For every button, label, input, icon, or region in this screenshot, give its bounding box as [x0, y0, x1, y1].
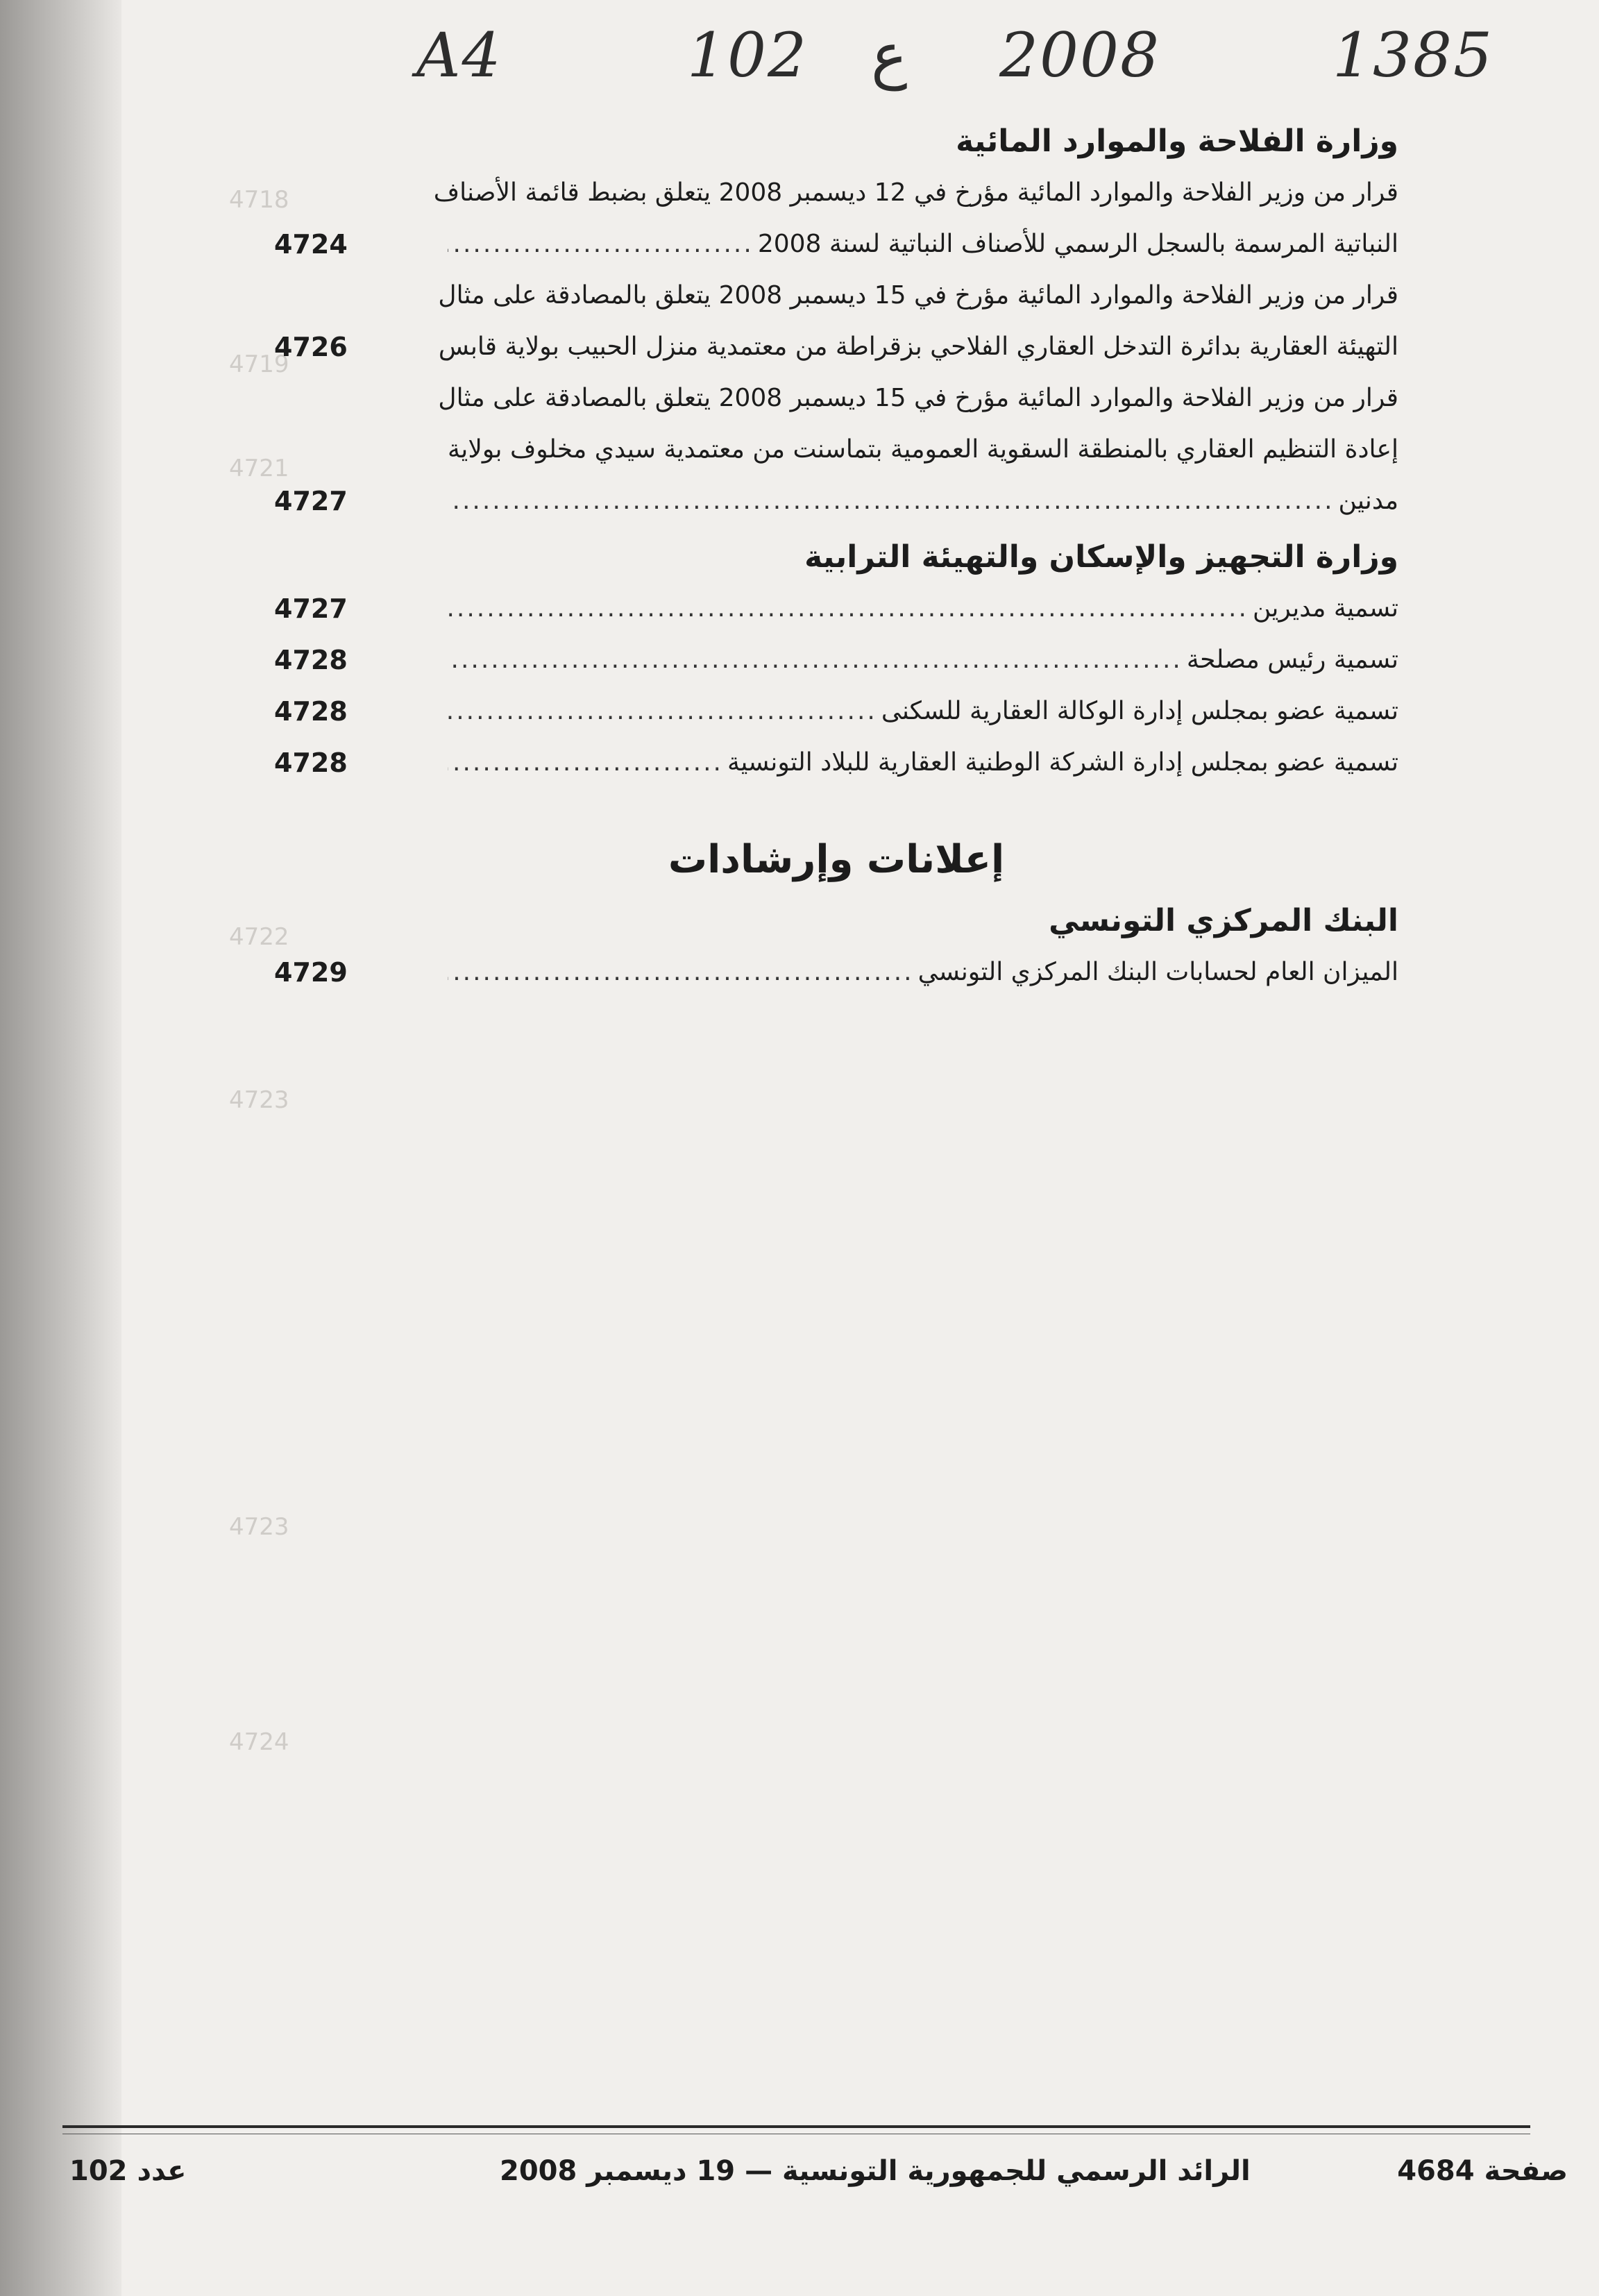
announcements-title: إعلانات وإرشادات — [668, 837, 1005, 882]
entry-text-line: النباتية المرسمة بالسجل الرسمي للأصناف النباتية لسنة 2008 — [757, 230, 1398, 258]
entry-page-number: 4724 — [274, 229, 348, 260]
dot-leader — [448, 634, 1183, 686]
dot-leader — [448, 737, 723, 788]
bleed-through-mark: 4723 — [229, 1086, 289, 1114]
entry-page-number: 4728 — [274, 748, 348, 778]
page-label: صفحة — [1484, 2155, 1568, 2187]
entry-text-line: قرار من وزير الفلاحة والموارد المائية مؤرخ في 15 ديسمبر 2008 يتعلق بالمصادقة على مثال — [438, 281, 1398, 310]
handwritten-code: 1385 — [1332, 19, 1494, 91]
entry-text-line: قرار من وزير الفلاحة والموارد المائية مؤرخ في 15 ديسمبر 2008 يتعلق بالمصادقة على مثال — [438, 384, 1398, 412]
entry-leader-line — [274, 583, 1398, 634]
bleed-through-mark: 4722 — [229, 923, 289, 951]
handwritten-a4: A4 — [416, 19, 502, 91]
entry-text-line: تسمية عضو بمجلس إدارة الشركة الوطنية العقارية للبلاد التونسية — [727, 748, 1398, 777]
bleed-through-mark: 4718 — [229, 186, 289, 214]
footer-issue — [69, 2155, 186, 2187]
bleed-through-mark: 4721 — [229, 455, 289, 482]
toc-entry — [274, 270, 1398, 373]
toc-entry — [274, 686, 1398, 737]
footer-journal — [500, 2155, 1251, 2187]
dot-leader — [448, 686, 877, 737]
journal-title-date: الرائد الرسمي للجمهورية التونسية — 19 ديسمبر — [586, 2155, 1251, 2187]
dot-leader — [448, 583, 1249, 634]
entry-leader-line — [274, 737, 1398, 788]
issue-number: 102 — [69, 2155, 128, 2187]
binding-gutter-shadow — [0, 0, 121, 2296]
toc-entry — [274, 737, 1398, 788]
entry-leader-line — [274, 219, 1398, 270]
entry-leader-line — [274, 947, 1398, 998]
bleed-through-mark: 4719 — [229, 351, 289, 378]
bleed-through-mark: 4724 — [229, 1728, 289, 1756]
issue-label: عدد — [137, 2155, 187, 2187]
entry-page-number: 4728 — [274, 696, 348, 727]
entry-page-number: 4727 — [274, 486, 348, 516]
section-heading-central-bank: البنك المركزي التونسي — [1049, 903, 1398, 938]
toc-entry — [274, 167, 1398, 270]
entry-text-line: إعادة التنظيم العقاري بالمنطقة السقوية العمومية بتماسنت من معتمدية سيدي مخلوف بولاية — [448, 435, 1398, 464]
dot-leader — [448, 475, 1335, 527]
toc-entry — [274, 634, 1398, 686]
entry-page-number: 4729 — [274, 957, 348, 988]
entry-text-line: التهيئة العقارية بدائرة التدخل العقاري الفلاحي بزقراطة من معتمدية منزل الحبيب بولاية قابس — [438, 332, 1398, 361]
entry-leader-line — [274, 634, 1398, 686]
entry-page-number: 4727 — [274, 593, 348, 624]
entry-page-number: 4728 — [274, 645, 348, 675]
dot-leader — [448, 219, 754, 270]
journal-year: 2008 — [500, 2155, 577, 2187]
table-of-contents — [274, 111, 1398, 998]
toc-entry — [274, 947, 1398, 998]
bleed-through-mark: 4723 — [229, 1513, 289, 1541]
entry-text-line: تسمية مديرين — [1252, 594, 1398, 623]
toc-entry — [274, 373, 1398, 527]
entry-page-number: 4726 — [274, 332, 348, 362]
entry-leader-line — [274, 475, 1398, 527]
entry-text-line: مدنين — [1338, 487, 1398, 515]
dot-leader — [448, 947, 914, 998]
page-number: 4684 — [1397, 2155, 1475, 2187]
toc-entry — [274, 583, 1398, 634]
entry-text-line: الميزان العام لحسابات البنك المركزي التونسي — [917, 958, 1398, 986]
handwritten-letter: ع — [871, 19, 908, 91]
entry-leader-line — [274, 321, 1398, 373]
section-heading-agriculture: وزارة الفلاحة والموارد المائية — [956, 124, 1398, 159]
handwritten-year: 2008 — [999, 19, 1160, 91]
entry-text-line: تسمية رئيس مصلحة — [1186, 645, 1398, 674]
entry-text-line: تسمية عضو بمجلس إدارة الوكالة العقارية للسكنى — [881, 697, 1398, 725]
entry-text-line: قرار من وزير الفلاحة والموارد المائية مؤرخ في 12 ديسمبر 2008 يتعلق بضبط قائمة الأصناف — [433, 178, 1398, 207]
footer-divider — [62, 2125, 1530, 2128]
section-heading-equipment: وزارة التجهيز والإسكان والتهيئة الترابية — [804, 539, 1398, 575]
entry-leader-line — [274, 686, 1398, 737]
footer-page — [1397, 2155, 1568, 2187]
handwritten-number: 102 — [687, 19, 808, 91]
